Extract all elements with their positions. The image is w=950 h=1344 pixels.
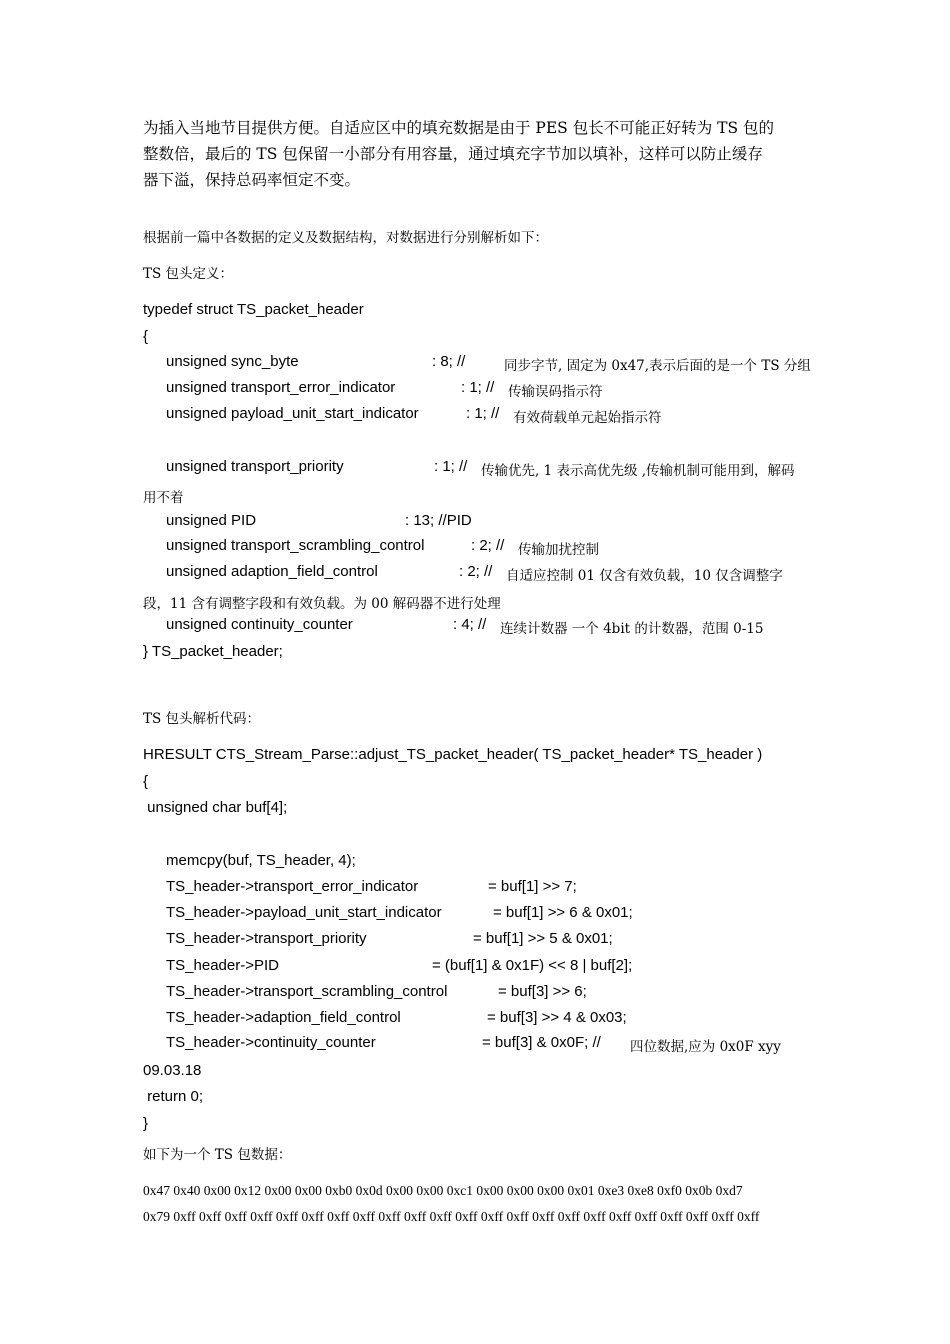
assign-rhs: = buf[1] >> 6 & 0x01;: [493, 904, 633, 921]
assign-lhs: TS_header->transport_priority: [166, 930, 367, 947]
field-comment-continuation: 用不着: [143, 490, 184, 506]
assign-lhs: TS_header->PID: [166, 957, 279, 974]
intro-line-1: 为插入当地节目提供方便。自适应区中的填充数据是由于 PES 包长不可能正好转为 TS 包的: [143, 119, 775, 137]
function-open-brace: {: [143, 773, 149, 790]
field-comment: 传输加扰控制: [518, 542, 599, 558]
field-decl: unsigned transport_priority: [166, 458, 344, 475]
field-bits: : 1; //: [434, 458, 468, 475]
field-bits: : 4; //: [453, 616, 487, 633]
field-bits: : 1; //: [461, 379, 495, 396]
hex-dump-line-2: 0x79 0xff 0xff 0xff 0xff 0xff 0xff 0xff 0xff 0xff 0xff 0xff 0xff 0xff 0xff 0xff 0xff 0xff 0xff 0xff 0xff 0xff 0xff 0xff: [143, 1209, 760, 1224]
field-bits: : 13; //PID: [405, 512, 472, 529]
field-comment: 有效荷载单元起始指示符: [513, 410, 662, 426]
assign-comment: 四位数据,应为 0x0F xyy: [630, 1039, 781, 1055]
field-decl: unsigned sync_byte: [166, 353, 299, 370]
assign-lhs: TS_header->adaption_field_control: [166, 1009, 401, 1026]
assign-rhs: = buf[1] >> 7;: [488, 878, 577, 895]
field-bits: : 1; //: [466, 405, 500, 422]
parse-intro-paragraph: 根据前一篇中各数据的定义及数据结构，对数据进行分别解析如下：: [143, 230, 548, 246]
field-decl: unsigned PID: [166, 512, 257, 529]
intro-line-2: 整数倍，最后的 TS 包保留一小部分有用容量，通过填充字节加以填补，这样可以防止缓存: [143, 145, 763, 163]
memcpy-line: memcpy(buf, TS_header, 4);: [166, 852, 356, 869]
hex-dump-line-1: 0x47 0x40 0x00 0x12 0x00 0x00 0xb0 0x0d 0x00 0x00 0xc1 0x00 0x00 0x00 0x01 0xe3 0xe8 0xf0 0x0b 0xd7: [143, 1183, 743, 1198]
assign-rhs: = buf[1] >> 5 & 0x01;: [473, 930, 613, 947]
field-bits: : 2; //: [471, 537, 505, 554]
assign-lhs: TS_header->continuity_counter: [166, 1034, 376, 1051]
intro-line-3: 器下溢，保持总码率恒定不变。: [143, 171, 361, 189]
struct-close-line: } TS_packet_header;: [143, 643, 283, 660]
buffer-declaration: unsigned char buf[4];: [143, 799, 288, 816]
function-close-brace: }: [143, 1115, 149, 1132]
return-statement: return 0;: [143, 1088, 204, 1105]
field-comment: 同步字节, 固定为 0x47,表示后面的是一个 TS 分组: [504, 358, 811, 374]
field-bits: : 2; //: [459, 563, 493, 580]
assign-lhs: TS_header->transport_scrambling_control: [166, 983, 448, 1000]
field-comment: 自适应控制 01 仅含有效负载，10 仅含调整字: [506, 568, 783, 584]
struct-open-brace: {: [143, 328, 149, 345]
struct-typedef-line: typedef struct TS_packet_header: [143, 301, 364, 318]
field-decl: unsigned adaption_field_control: [166, 563, 378, 580]
assign-lhs: TS_header->transport_error_indicator: [166, 878, 419, 895]
field-comment: 传输优先, 1 表示高优先级 ,传输机制可能用到，解码: [481, 463, 795, 479]
heading-ts-header-definition: TS 包头定义：: [143, 266, 234, 282]
field-bits: : 8; //: [432, 353, 466, 370]
field-decl: unsigned transport_scrambling_control: [166, 537, 425, 554]
assign-comment-continuation: 09.03.18: [143, 1062, 202, 1079]
assign-rhs: = buf[3] >> 4 & 0x03;: [487, 1009, 627, 1026]
heading-ts-header-parse-code: TS 包头解析代码：: [143, 711, 261, 727]
field-comment: 传输误码指示符: [508, 384, 603, 400]
assign-lhs: TS_header->payload_unit_start_indicator: [166, 904, 442, 921]
field-decl: unsigned transport_error_indicator: [166, 379, 396, 396]
field-comment-continuation: 段，11 含有调整字段和有效负载。为 00 解码器不进行处理: [143, 596, 501, 612]
field-comment: 连续计数器 一个 4bit 的计数器，范围 0-15: [500, 621, 764, 637]
assign-rhs: = (buf[1] & 0x1F) << 8 | buf[2];: [432, 957, 633, 974]
function-signature: HRESULT CTS_Stream_Parse::adjust_TS_packet_header( TS_packet_header* TS_header ): [143, 746, 763, 763]
assign-rhs: = buf[3] & 0x0F; //: [482, 1034, 605, 1051]
field-decl: unsigned continuity_counter: [166, 616, 353, 633]
field-decl: unsigned payload_unit_start_indicator: [166, 405, 419, 422]
heading-ts-packet-data: 如下为一个 TS 包数据：: [143, 1147, 292, 1163]
assign-rhs: = buf[3] >> 6;: [498, 983, 587, 1000]
